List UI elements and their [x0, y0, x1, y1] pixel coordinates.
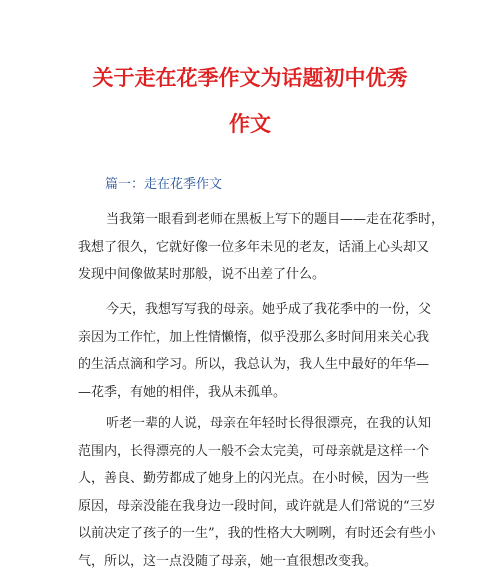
document-title-line-2: 作文	[60, 110, 440, 138]
paragraph-line: —花季，有她的相伴，我从未孤单。	[78, 379, 438, 407]
paragraph-line: 今天，我想写写我的母亲。她乎成了我花季中的一份，父	[78, 296, 438, 324]
paragraph-2	[78, 296, 438, 406]
paragraph-line: 我想了很久，它就好像一位多年未见的老友，话涌上心头却又	[78, 234, 438, 262]
paragraph-line: 以前决定了孩子的一生”，我的性格大大咧咧，有时还会有些小	[78, 520, 438, 548]
paragraph-line: 原因，母亲没能在我身边一段时间，或许就是人们常说的“三岁	[78, 493, 438, 521]
paragraph-line: 发现中间像做某时那般，说不出差了什么。	[78, 261, 438, 289]
paragraph-3	[78, 410, 438, 575]
paragraph-line: 当我第一眼看到老师在黑板上写下的题目——走在花季时，	[78, 206, 438, 234]
section-heading: 篇一：走在花季作文	[105, 175, 222, 195]
paragraph-line: 亲因为工作忙，加上性情懒惰，似乎没那么多时间用来关心我	[78, 324, 438, 352]
paragraph-line: 人，善良、勤劳都成了她身上的闪光点。在小时候，因为一些	[78, 465, 438, 493]
paragraph-line: 范围内，长得漂亮的人一般不会太完美，可母亲就是这样一个	[78, 438, 438, 466]
paragraph-line: 的生活点滴和学习。所以，我总认为，我人生中最好的年华—	[78, 351, 438, 379]
paragraph-1	[78, 206, 438, 289]
paragraph-line: 听老一辈的人说，母亲在年轻时长得很漂亮，在我的认知	[78, 410, 438, 438]
paragraph-line: 气，所以，这一点没随了母亲，她一直很想改变我。	[78, 548, 438, 575]
document-title-line-1: 关于走在花季作文为话题初中优秀	[60, 64, 440, 92]
